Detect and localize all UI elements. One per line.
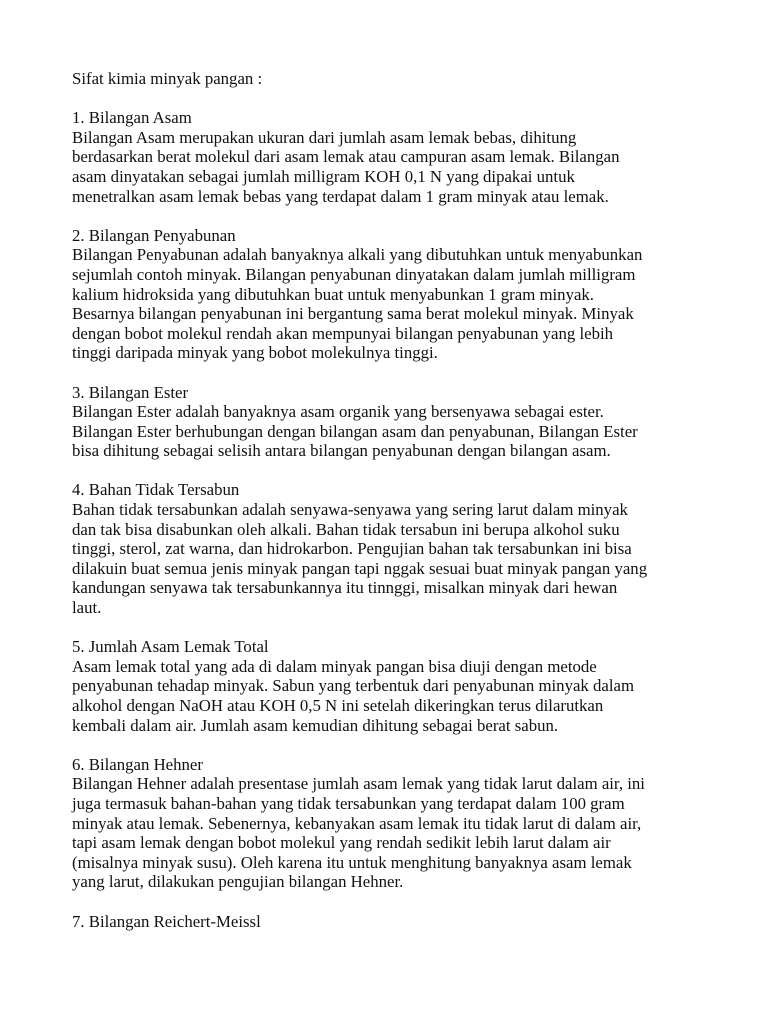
paragraph-gap <box>72 735 712 755</box>
paragraph-gap <box>72 363 712 383</box>
paragraph-line: Bilangan Asam merupakan ukuran dari jumlah asam lemak bebas, dihitung <box>72 127 577 147</box>
section-bilangan-reichert-meissl <box>72 912 712 932</box>
paragraph-line: kalium hidroksida yang dibutuhkan buat untuk menyabunkan 1 gram minyak. <box>72 284 594 304</box>
paragraph-gap <box>72 461 712 481</box>
paragraph-line: alkohol dengan NaOH atau KOH 0,5 N ini setelah dikeringkan terus dilarutkan <box>72 696 604 715</box>
paragraph-line: Bilangan Penyabunan adalah banyaknya alkali yang dibutuhkan untuk menyabunkan <box>72 245 643 265</box>
document-page <box>72 69 712 931</box>
paragraph-line: dan tak bisa disabunkan oleh alkali. Bahan tidak tersabun ini berupa alkohol suku <box>72 519 620 539</box>
section-bahan-tidak-tersabun <box>72 480 712 617</box>
section-bilangan-penyabunan <box>72 226 712 363</box>
paragraph-line: minyak atau lemak. Sebenernya, kebanyakan asam lemak itu tidak larut di dalam air, <box>72 813 642 833</box>
paragraph-line: asam dinyatakan sebagai jumlah milligram KOH 0,1 N yang dipakai untuk <box>72 166 575 186</box>
paragraph-line: Bilangan Hehner adalah presentase jumlah asam lemak yang tidak larut dalam air, ini <box>72 774 645 794</box>
paragraph-line: berdasarkan berat molekul dari asam lemak atau campuran asam lemak. Bilangan <box>72 147 620 167</box>
paragraph-line: Besarnya bilangan penyabunan ini bergantung sama berat molekul minyak. Minyak <box>72 304 634 324</box>
paragraph-line: (misalnya minyak susu). Oleh karena itu untuk menghitung banyaknya asam lemak <box>72 852 632 872</box>
section-heading: 1. Bilangan Asam <box>72 108 192 128</box>
paragraph-gap <box>72 89 712 109</box>
section-heading: 3. Bilangan Ester <box>72 382 189 402</box>
paragraph-line: Bahan tidak tersabunkan adalah senyawa-senyawa yang sering larut dalam minyak <box>72 500 628 520</box>
paragraph-line: tapi asam lemak dengan bobot molekul yang rendah sedikit lebih larut dalam air <box>72 833 611 853</box>
paragraph-line: kandungan senyawa tak tersabunkannya itu tinnggi, misalkan minyak dari hewan <box>72 578 618 598</box>
paragraph-line: Bilangan Ester adalah banyaknya asam organik yang bersenyawa sebagai ester. <box>72 402 604 422</box>
paragraph-line: bisa dihitung sebagai selisih antara bilangan penyabunan dengan bilangan asam. <box>72 441 611 461</box>
paragraph-line: Bilangan Ester berhubungan dengan bilangan asam dan penyabunan, Bilangan Ester <box>72 421 638 441</box>
paragraph-line: dilakuin buat semua jenis minyak pangan tapi nggak sesuai buat minyak pangan yang <box>72 558 648 578</box>
paragraph-line: juga termasuk bahan-bahan yang tidak tersabunkan yang terdapat dalam 100 gram <box>72 793 625 813</box>
paragraph-line: dengan bobot molekul rendah akan mempunyai bilangan penyabunan yang lebih <box>72 323 614 343</box>
section-heading: 2. Bilangan Penyabunan <box>72 225 236 245</box>
section-bilangan-asam <box>72 108 712 206</box>
section-jumlah-asam-lemak-total <box>72 637 712 735</box>
paragraph-line: menetralkan asam lemak bebas yang terdapat dalam 1 gram minyak atau lemak. <box>72 186 609 206</box>
paragraph-line: tinggi, sterol, zat warna, dan hidrokarbon. Pengujian bahan tak tersabunkan ini bisa <box>72 539 632 559</box>
section-heading: 4. Bahan Tidak Tersabun <box>72 480 240 500</box>
section-heading: 6. Bilangan Hehner <box>72 754 203 774</box>
paragraph-gap <box>72 892 712 912</box>
section-bilangan-ester <box>72 383 712 461</box>
paragraph-gap <box>72 618 712 638</box>
section-heading: 5. Jumlah Asam Lemak Total <box>72 637 269 657</box>
paragraph-line: Asam lemak total yang ada di dalam minyak pangan bisa diuji dengan metode <box>72 656 597 676</box>
document-title: Sifat kimia minyak pangan : <box>72 69 263 88</box>
section-bilangan-hehner <box>72 755 712 892</box>
paragraph-line: laut. <box>72 598 102 618</box>
paragraph-line: penyabunan tehadap minyak. Sabun yang terbentuk dari penyabunan minyak dalam <box>72 676 634 696</box>
paragraph-line: sejumlah contoh minyak. Bilangan penyabunan dinyatakan dalam jumlah milligram <box>72 264 636 284</box>
section-heading: 7. Bilangan Reichert-Meissl <box>72 911 261 931</box>
paragraph-line: tinggi daripada minyak yang bobot molekulnya tinggi. <box>72 343 438 363</box>
paragraph-line: kembali dalam air. Jumlah asam kemudian dihitung sebagai berat sabun. <box>72 715 559 735</box>
paragraph-gap <box>72 206 712 226</box>
paragraph-line: yang larut, dilakukan pengujian bilangan Hehner. <box>72 872 404 892</box>
